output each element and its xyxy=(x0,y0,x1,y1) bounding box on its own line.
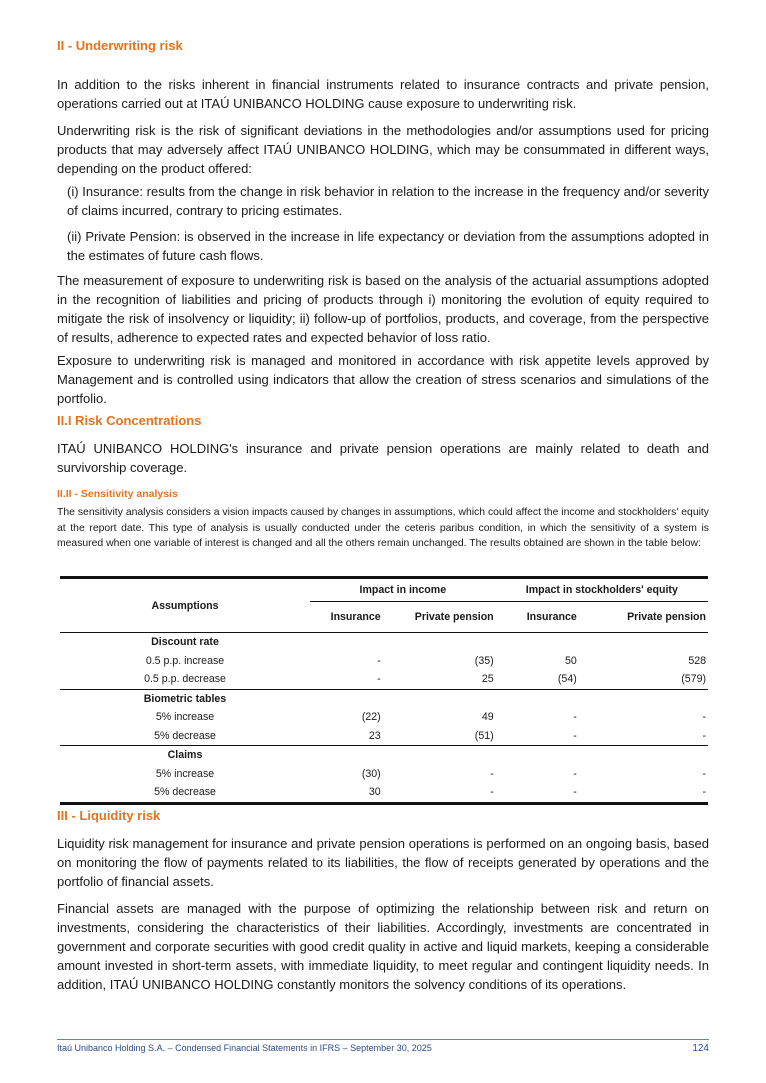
value-cell: - xyxy=(377,673,381,686)
paragraph: Underwriting risk is the risk of significant deviations in the methodologies and/or assumptions used for pricing products that may adversely affect ITAÚ UNIBANCO HOLDING, which may be consummated in different ways, depending on the product offered: xyxy=(57,123,709,176)
table-row xyxy=(60,783,708,803)
impact-equity-header: Impact in stockholders' equity xyxy=(496,578,708,602)
table-row xyxy=(60,652,708,671)
paragraph: The sensitivity analysis considers a vision impacts caused by changes in assumptions, which could affect the income and stockholders' equity at the report date. This type of analysis is usually conducted under the ceteris paribus condition, in which the sensitivity of a system is measured when one variable of interest is changed and all the others remain unchanged. The results obtained are shown in the table below: xyxy=(57,507,709,550)
group-row xyxy=(60,746,708,765)
paragraph: Financial assets are managed with the purpose of optimizing the relationship between risk and return on investments, considering the characteristics of their liabilities. Accordingly, investments are concentrated in government and corporate securities with good credit quality in active and liquid markets, keeping a considerable amount invested in short-term assets, with immediate liquidity, to meet regular and contingent liquidity needs. In addition, ITAÚ UNIBANCO HOLDING constantly monitors the solvency conditions of its operations. xyxy=(57,901,709,992)
row-label: 5% decrease xyxy=(154,729,216,742)
empty-cell xyxy=(310,746,383,765)
table-row xyxy=(60,727,708,746)
risk-concentrations-heading: II.I Risk Concentrations xyxy=(57,413,202,428)
value-cell: - xyxy=(573,711,577,724)
row-label: 5% decrease xyxy=(60,783,310,803)
table-row xyxy=(60,765,708,784)
col-header: Insurance xyxy=(526,611,577,623)
value-cell: 528 xyxy=(688,654,706,667)
value-cell: - xyxy=(490,767,494,780)
paragraph: ITAÚ UNIBANCO HOLDING's insurance and private pension operations are mainly related to death and survivorship coverage. xyxy=(57,441,709,475)
empty-cell xyxy=(579,633,708,652)
value-cell: - xyxy=(702,711,706,724)
group-row xyxy=(60,689,708,708)
empty-cell xyxy=(383,633,496,652)
empty-cell xyxy=(383,689,496,708)
value-cell: 49 xyxy=(481,711,494,724)
empty-cell xyxy=(579,746,708,765)
value-cell: (35) xyxy=(474,654,494,667)
list-item: (i) Insurance: results from the change in risk behavior in relation to the increase in the frequency and/or severity of claims incurred, contrary to pricing estimates. xyxy=(67,184,709,218)
value-cell: 50 xyxy=(564,654,577,667)
value-cell: 25 xyxy=(481,673,494,686)
group-label: Claims xyxy=(60,746,310,765)
value-cell: - xyxy=(496,783,579,803)
paragraph: Liquidity risk management for insurance and private pension operations is performed on an ongoing basis, based on monitoring the flow of payments related to its liabilities, the flow of receipts generated by operations and the portfolio of financial assets. xyxy=(57,836,709,889)
page-number: 124 xyxy=(692,1043,709,1054)
col-header: Private pension xyxy=(627,611,706,623)
value-cell: - xyxy=(702,767,706,780)
group-label: Discount rate xyxy=(60,633,310,652)
assumptions-header: Assumptions xyxy=(151,599,219,612)
value-cell: (54) xyxy=(557,673,577,686)
impact-income-header: Impact in income xyxy=(310,578,496,602)
col-header: Private pension xyxy=(414,611,494,623)
group-row xyxy=(60,633,708,652)
value-cell: 23 xyxy=(368,729,381,742)
value-cell: 30 xyxy=(310,783,383,803)
value-cell: - xyxy=(579,783,708,803)
table-row xyxy=(60,708,708,727)
value-cell: (22) xyxy=(361,711,381,724)
empty-cell xyxy=(496,746,579,765)
list-item: (ii) Private Pension: is observed in the increase in life expectancy or deviation from the assumptions adopted in the estimates of future cash flows. xyxy=(67,229,709,263)
empty-cell xyxy=(310,633,383,652)
row-label: 0.5 p.p. decrease xyxy=(144,673,226,686)
row-label: 0.5 p.p. increase xyxy=(145,654,225,667)
value-cell: - xyxy=(573,729,577,742)
paragraph: In addition to the risks inherent in financial instruments related to insurance contracts and private pension, operations carried out at ITAÚ UNIBANCO HOLDING cause exposure to underwriting risk. xyxy=(57,77,709,111)
footer-divider xyxy=(57,1039,709,1040)
liquidity-risk-heading: III - Liquidity risk xyxy=(57,808,161,823)
table-row xyxy=(60,670,708,689)
paragraph: The measurement of exposure to underwriting risk is based on the analysis of the actuarial assumptions adopted in the recognition of liabilities and pricing of products through i) monitoring the evolution of equity required to mitigate the risk of insolvency or liquidity; ii) follow-up of portfolios, products, and coverage, from the perspective of results, adherence to expected rates and expected behavior of loss ratio. xyxy=(57,273,709,345)
value-cell: - xyxy=(702,729,706,742)
row-label: 5% increase xyxy=(155,767,215,780)
value-cell: - xyxy=(377,654,381,667)
empty-cell xyxy=(496,633,579,652)
col-header: Insurance xyxy=(330,611,381,623)
sensitivity-analysis-heading: II.II - Sensitivity analysis xyxy=(57,488,178,500)
empty-cell xyxy=(579,689,708,708)
paragraph: Exposure to underwriting risk is managed and monitored in accordance with risk appetite levels approved by Management and is controlled using indicators that allow the creation of stress scenarios and simulations of the portfolio. xyxy=(57,353,709,406)
value-cell: (30) xyxy=(361,767,381,780)
empty-cell xyxy=(496,689,579,708)
value-cell: (51) xyxy=(474,729,494,742)
value-cell: (579) xyxy=(681,673,706,686)
underwriting-risk-heading: II - Underwriting risk xyxy=(57,38,183,53)
value-cell: - xyxy=(573,767,577,780)
empty-cell xyxy=(383,746,496,765)
group-label: Biometric tables xyxy=(60,689,310,708)
footer-text: Itaú Unibanco Holding S.A. – Condensed Financial Statements in IFRS – September 30, 2025 xyxy=(57,1043,432,1053)
empty-cell xyxy=(310,689,383,708)
sensitivity-table xyxy=(60,576,708,805)
row-label: 5% increase xyxy=(155,711,215,724)
value-cell: - xyxy=(383,783,496,803)
